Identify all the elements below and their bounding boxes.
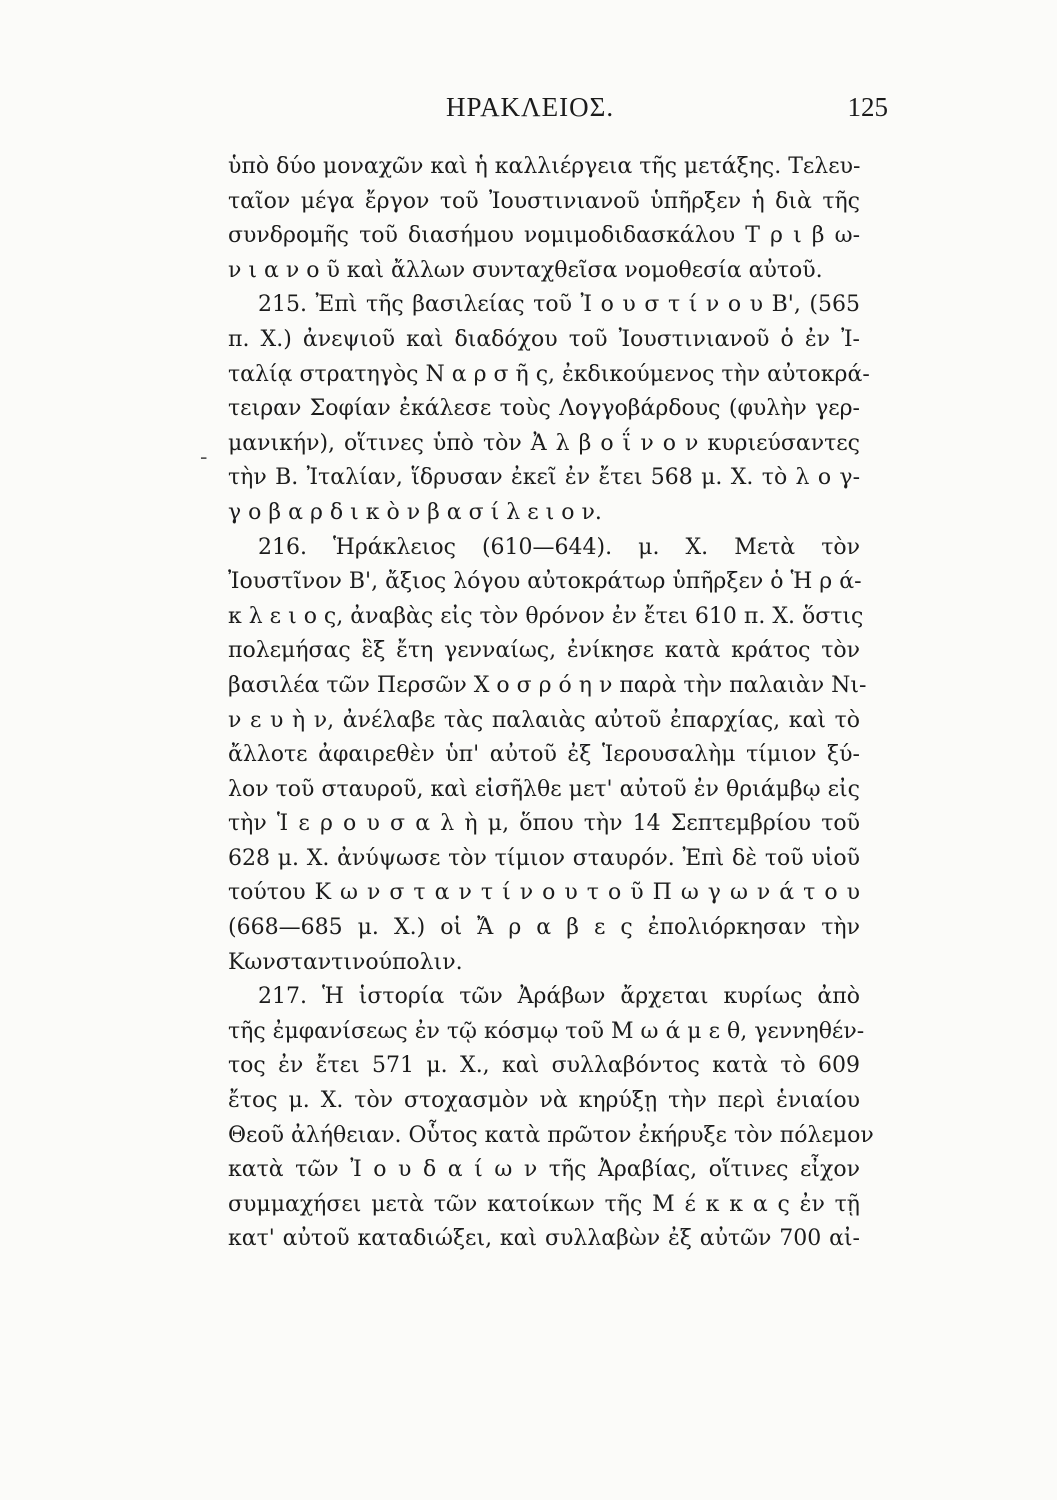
text-line: συνδρομῆς τοῦ διασήμου νομιμοδιδασκάλου Τ ρ ι β ω- [228, 223, 860, 249]
text-line: Κωνσταντινούπολιν. [228, 949, 463, 975]
text-line: συμμαχήσει μετὰ τῶν κατοίκων τῆς Μ έ κ κ α ς ἐν τῇ [228, 1191, 860, 1217]
text-line: π. Χ.) ἀνεψιοῦ καὶ διαδόχου τοῦ Ἰουστινιανοῦ ὁ ἐν Ἰ- [228, 326, 860, 352]
text-line: Θεοῦ ἀλήθειαν. Οὗτος κατὰ πρῶτον ἐκήρυξε τὸν πόλεμον [228, 1122, 874, 1148]
text-line: ταλίᾳ στρατηγὸς Ν α ρ σ ῆ ς, ἐκδικούμενος τὴν αὐτοκρά- [228, 361, 870, 387]
text-line: τὴν Β. Ἰταλίαν, ἵδρυσαν ἐκεῖ ἐν ἔτει 568 μ. Χ. τὸ λ ο γ- [228, 465, 860, 491]
text-line: ταῖον μέγα ἔργον τοῦ Ἰουστινιανοῦ ὑπῆρξεν ἡ διὰ τῆς [228, 188, 860, 214]
margin-mark: - [200, 445, 208, 470]
body-text [228, 150, 874, 1257]
text-line: ἔτος μ. Χ. τὸν στοχασμὸν νὰ κηρύξῃ τὴν περὶ ἑνιαίου [228, 1088, 860, 1114]
text-line: τειραν Σοφίαν ἐκάλεσε τοὺς Λογγοβάρδους (φυλὴν γερ- [228, 396, 860, 422]
text-line: πολεμήσας ἓξ ἔτη γενναίως, ἐνίκησε κατὰ κράτος τὸν [228, 638, 860, 664]
text-line: τος ἐν ἔτει 571 μ. Χ., καὶ συλλαβόντος κατὰ τὸ 609 [228, 1053, 860, 1079]
text-line: βασιλέα τῶν Περσῶν Χ ο σ ρ ό η ν παρὰ τὴν παλαιὰν Νι- [228, 672, 867, 698]
text-line: ἄλλοτε ἀφαιρεθὲν ὑπ' αὐτοῦ ἐξ Ἱερουσαλὴμ τίμιον ξύ- [228, 742, 860, 768]
text-line: γ ο β α ρ δ ι κ ὸ ν β α σ ί λ ε ι ο ν. [228, 499, 602, 525]
text-line: ὑπὸ δύο μοναχῶν καὶ ἡ καλλιέργεια τῆς μετάξης. Τελευ- [228, 154, 861, 179]
text-line: μανικήν), οἵτινες ὑπὸ τὸν Ἀ λ β ο ΐ ν ο ν κυριεύσαντες [228, 430, 860, 456]
text-line: Ἰουστῖνον Β', ἄξιος λόγου αὐτοκράτωρ ὑπῆρξεν ὁ Ἡ ρ ά- [228, 569, 862, 595]
text-line: (668—685 μ. Χ.) οἱ Ἄ ρ α β ε ς ἐπολιόρκησαν τὴν [228, 915, 860, 941]
text-line: τὴν Ἱ ε ρ ο υ σ α λ ὴ μ, ὅπου τὴν 14 Σεπτεμβρίου τοῦ [228, 811, 860, 837]
section-217-heading-line: 217. Ἡ ἱστορία τῶν Ἀράβων ἄρχεται κυρίως ἀπὸ [258, 984, 860, 1010]
text-line: κ λ ε ι ο ς, ἀναβὰς εἰς τὸν θρόνον ἐν ἔτει 610 π. Χ. ὅστις [228, 603, 864, 629]
section-216-heading-line: 216. Ἡράκλειος (610—644). μ. Χ. Μετὰ τὸν [258, 534, 860, 560]
page-number: 125 [847, 92, 888, 122]
text-line: ν ε υ ὴ ν, ἀνέλαβε τὰς παλαιὰς αὐτοῦ ἐπαρχίας, καὶ τὸ [228, 707, 860, 733]
section-215-heading-line: 215. Ἐπὶ τῆς βασιλείας τοῦ Ἰ ο υ σ τ ί ν ο υ Β', (565 [258, 292, 860, 318]
text-line: ν ι α ν ο ῦ καὶ ἄλλων συνταχθεῖσα νομοθεσία αὐτοῦ. [228, 257, 823, 283]
page-header [228, 92, 888, 132]
running-title: ΗΡΑΚΛΕΙΟΣ. [446, 92, 615, 122]
text-line: κατὰ τῶν Ἰ ο υ δ α ί ω ν τῆς Ἀραβίας, οἵτινες εἶχον [228, 1157, 860, 1183]
text-line: κατ' αὐτοῦ καταδιώξει, καὶ συλλαβὼν ἐξ αὐτῶν 700 αἰ- [228, 1226, 860, 1252]
text-line: τούτου Κ ω ν σ τ α ν τ ί ν ο υ τ ο ῦ Π ω γ ω ν ά τ ο υ [228, 880, 860, 906]
text-line: λον τοῦ σταυροῦ, καὶ εἰσῆλθε μετ' αὐτοῦ ἐν θριάμβῳ εἰς [228, 776, 860, 802]
text-line: 628 μ. Χ. ἀνύψωσε τὸν τίμιον σταυρόν. Ἐπὶ δὲ τοῦ υἱοῦ [228, 845, 860, 871]
text-line: τῆς ἐμφανίσεως ἐν τῷ κόσμῳ τοῦ Μ ω ά μ ε θ, γεννηθέν- [228, 1018, 865, 1044]
